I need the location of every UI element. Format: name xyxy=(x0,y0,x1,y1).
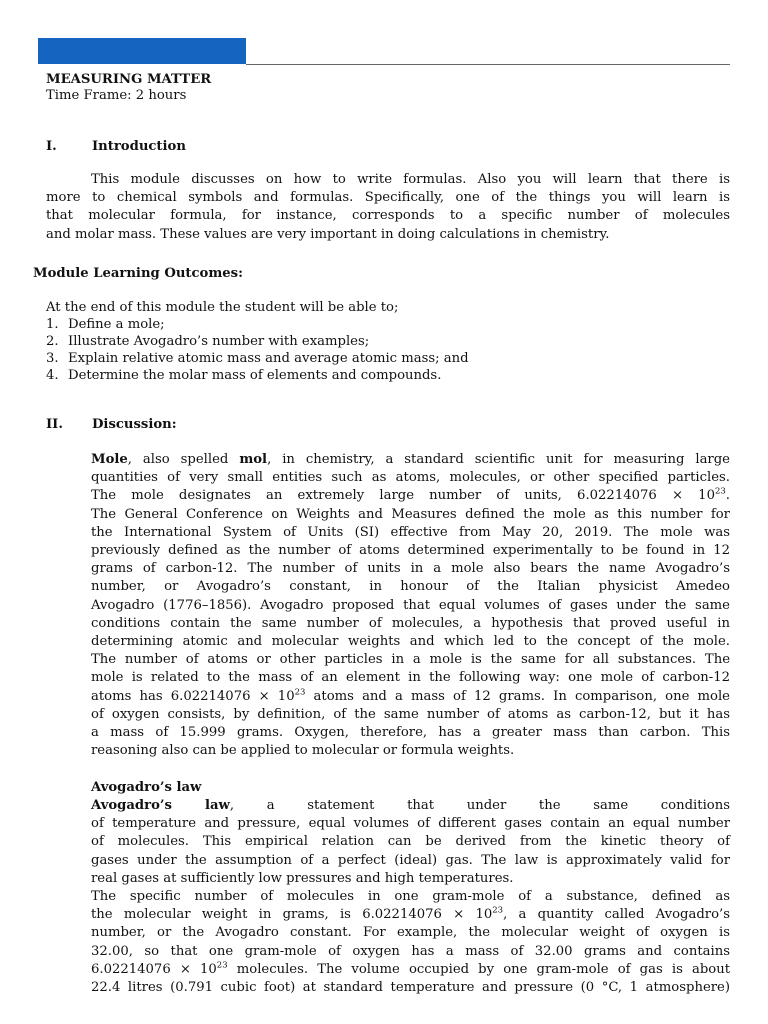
document-title: MEASURING MATTER xyxy=(46,72,212,87)
paragraph-line: atoms has $6.02214076 \times 10^{23}$ atoms and a mass of 12 grams. In comparison, one mole xyxy=(91,687,730,704)
section-title: Discussion: xyxy=(92,417,177,432)
paragraph-line: the International System of Units (SI) effective from May 20, 2019. The mole was xyxy=(91,524,730,540)
avogadro-heading: Avogadro’s law xyxy=(91,780,202,795)
section-title: Introduction xyxy=(92,139,186,154)
paragraph-line: conditions contain the same number of molecules, a hypothesis that proved useful in xyxy=(91,615,730,631)
header-color-bar xyxy=(38,38,246,64)
paragraph-line: This module discusses on how to write formulas. Also you will learn that there is xyxy=(91,172,730,187)
paragraph-line: 32.00, so that one gram-mole of oxygen has a mass of 32.00 grams and contains xyxy=(91,943,730,959)
section-heading-introduction xyxy=(46,138,186,156)
paragraph-line: grams of carbon-12. The number of units in a mole also bears the name Avogadro’s xyxy=(91,561,730,577)
section-numeral: I. xyxy=(46,139,57,154)
term-avogadros-law: Avogadro’s law xyxy=(91,798,230,813)
paragraph-line: and molar mass. These values are very important in doing calculations in chemistry. xyxy=(46,226,610,242)
list-item: 1. Define a mole; xyxy=(46,317,165,332)
list-item: 3. Explain relative atomic mass and average atomic mass; and xyxy=(46,351,469,366)
outcomes-heading: Module Learning Outcomes: xyxy=(33,266,243,281)
paragraph-line: of temperature and pressure, equal volumes of different gases contain an equal number xyxy=(91,816,730,832)
term-mol: mol xyxy=(239,452,268,467)
outcomes-lead: At the end of this module the student will be able to; xyxy=(46,300,399,315)
paragraph-line: 22.4 litres (0.791 cubic foot) at standard temperature and pressure (0 °C, 1 atmosphere) xyxy=(91,980,730,996)
paragraph-line: Avogadro’s law, a statement that under the same conditions xyxy=(91,798,730,813)
paragraph-line: The number of atoms or other particles in a mole is the same for all substances. The xyxy=(91,652,730,668)
avogadro-paragraph xyxy=(91,797,730,997)
section-heading-discussion xyxy=(46,416,177,434)
paragraph-line: the molecular weight in grams, is $6.02214076 \times 10^{23}$, a quantity called Avogadro’s xyxy=(91,905,731,923)
term-mole: Mole xyxy=(91,452,128,467)
mole-paragraph xyxy=(91,451,730,760)
paragraph-line: a mass of 15.999 grams. Oxygen, therefore, has a greater mass than carbon. This xyxy=(91,725,730,741)
paragraph-line: that molecular formula, for instance, corresponds to a specific number of molecules xyxy=(46,208,730,224)
paragraph-line: reasoning also can be applied to molecular or formula weights. xyxy=(91,743,515,759)
paragraph-line: quantities of very small entities such as atoms, molecules, or other specified particles. xyxy=(91,470,730,486)
paragraph-line: The specific number of molecules in one gram-mole of a substance, defined as xyxy=(91,889,730,905)
introduction-paragraph xyxy=(46,171,730,244)
paragraph-line: determining atomic and molecular weights and which led to the concept of the mole. xyxy=(91,634,730,650)
paragraph-line: more to chemical symbols and formulas. Specifically, one of the things you will learn is xyxy=(46,190,730,206)
time-frame: Time Frame: 2 hours xyxy=(46,88,187,103)
paragraph-line: The General Conference on Weights and Measures defined the mole as this number for xyxy=(91,506,730,522)
paragraph-line: number, or the Avogadro constant. For example, the molecular weight of oxygen is xyxy=(91,925,730,941)
outcomes-list xyxy=(46,316,469,384)
paragraph-line: number, or Avogadro’s constant, in honour of the Italian physicist Amedeo xyxy=(91,579,730,595)
paragraph-line: The mole designates an extremely large number of units, $6.02214076 \times 10^{23}$. xyxy=(91,487,730,504)
paragraph-line: previously defined as the number of atoms determined experimentally to be found in 12 xyxy=(91,543,730,559)
paragraph-line: mole is related to the mass of an element in the following way: one mole of carbon-12 xyxy=(91,670,730,686)
paragraph-line: real gases at sufficiently low pressures and high temperatures. xyxy=(91,870,514,886)
paragraph-line: gases under the assumption of a perfect (ideal) gas. The law is approximately valid for xyxy=(91,852,730,868)
list-item: 4. Determine the molar mass of elements and compounds. xyxy=(46,368,442,383)
header-rule xyxy=(246,64,730,65)
paragraph-line: of molecules. This empirical relation can be derived from the kinetic theory of xyxy=(91,834,730,850)
paragraph-line: $6.02214076 \times 10^{23}$ molecules. The volume occupied by one gram-mole of gas is about xyxy=(91,960,731,977)
paragraph-line: Avogadro (1776–1856). Avogadro proposed that equal volumes of gases under the same xyxy=(91,597,730,613)
list-item: 2. Illustrate Avogadro’s number with examples; xyxy=(46,334,370,349)
paragraph-line: of oxygen consists, by definition, of the same number of atoms as carbon-12, but it has xyxy=(91,706,730,722)
paragraph-line: Mole, also spelled mol, in chemistry, a standard scientific unit for measuring large xyxy=(91,452,730,467)
section-numeral: II. xyxy=(46,417,63,432)
